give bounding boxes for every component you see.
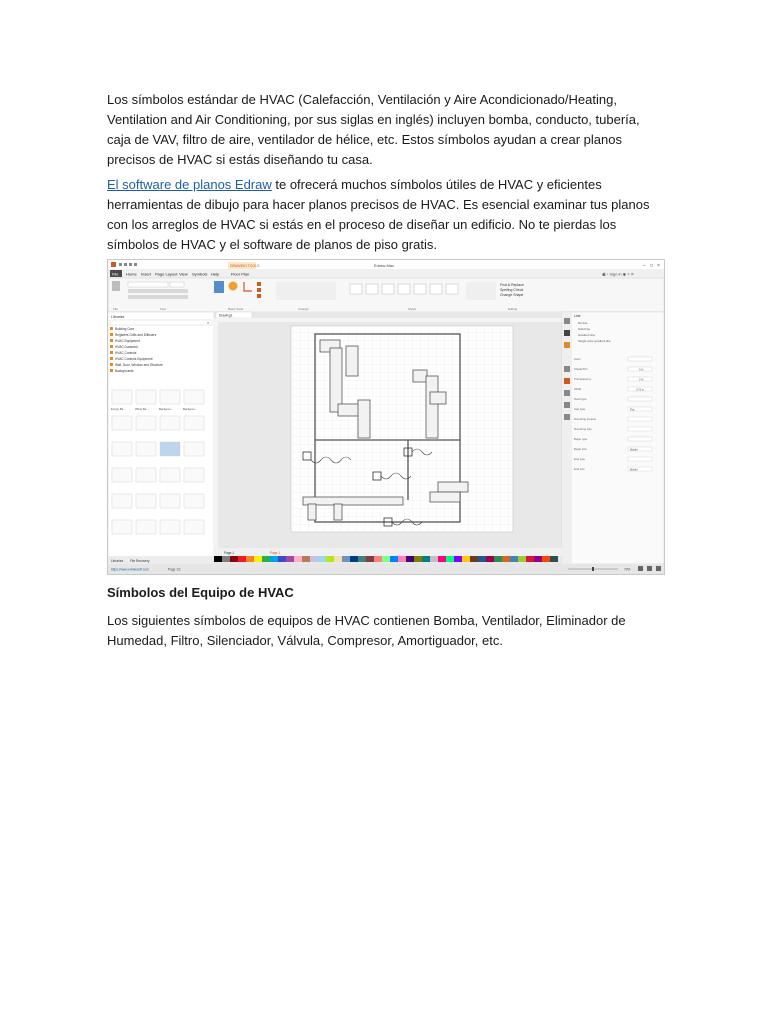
style-swatch-5[interactable]	[414, 284, 426, 294]
intro-paragraph: Los símbolos estándar de HVAC (Calefacción, Ventilación y Aire Acondicionado/Heating, Ventilation and Air Conditioning, por sus siglas en inglés) incluyen bomba, conducto, tubería, caja de VAV, filtro de aire, ventilador de hélice, etc. Estos símbolos ayudan a crear planos precisos de HVAC si estás diseñando tu casa.	[107, 92, 640, 167]
shape-thumb[interactable]	[160, 468, 180, 482]
shape-thumb[interactable]	[184, 390, 204, 404]
tab-page-layout[interactable]: Page Layout	[155, 271, 178, 277]
shape-thumb[interactable]	[112, 416, 132, 430]
page-tab-1[interactable]: Page-1	[224, 551, 235, 555]
edraw-screenshot	[107, 259, 665, 575]
style-swatch-7[interactable]	[446, 284, 458, 294]
print-icon[interactable]	[134, 263, 137, 266]
dash-select[interactable]	[628, 397, 652, 401]
group-editing-label: Editing	[508, 307, 518, 311]
library-search-input[interactable]	[110, 320, 212, 325]
shadow-icon[interactable]	[564, 342, 570, 348]
library-folder-icon	[110, 351, 113, 354]
shape-label: Backgrou...	[183, 407, 198, 411]
shape-label: White Ba...	[135, 407, 149, 411]
shape-thumb[interactable]	[160, 494, 180, 508]
shape-thumb[interactable]	[136, 468, 156, 482]
page-tab-active[interactable]: Page-1	[270, 551, 281, 555]
shape-tool-icon[interactable]	[229, 282, 238, 291]
font-format-buttons[interactable]	[128, 289, 188, 293]
prop-end-size: End size	[574, 467, 585, 471]
color-palette[interactable]	[214, 556, 558, 562]
group-file-label: File	[113, 307, 118, 311]
prop-shade-tint: Shade/Tint	[574, 367, 588, 371]
library-item-hvac-equipment[interactable]: HVAC Equipment	[115, 339, 140, 343]
vertical-ruler	[214, 318, 218, 548]
begin-size-value: Middle	[630, 448, 638, 452]
shape-label: Backgrou...	[159, 407, 174, 411]
shape-thumb-selected[interactable]	[160, 442, 180, 456]
status-url[interactable]: https://www.edrawsoft.com	[111, 567, 149, 572]
full-screen-icon[interactable]	[656, 566, 661, 571]
line-option-single-gradient[interactable]: Single color gradient line	[578, 339, 611, 343]
minimize-icon[interactable]: –	[643, 263, 646, 269]
shape-thumb[interactable]	[136, 520, 156, 534]
prop-cap-type: Cap type	[574, 407, 586, 411]
line-tool-icon[interactable]	[257, 288, 261, 292]
end-size-value: Middle	[630, 468, 638, 472]
prop-begin-size: Begin size	[574, 447, 587, 451]
prop-rounding-size: Rounding size	[574, 427, 592, 431]
library-item-building-core[interactable]: Building Core	[115, 327, 135, 331]
prop-rounding-presets: Rounding presets	[574, 417, 596, 421]
shape-thumb[interactable]	[136, 494, 156, 508]
library-folder-icon	[110, 357, 113, 360]
find-replace-button[interactable]: Find & Replace	[500, 283, 524, 287]
spelling-check-button[interactable]: Spelling Check	[500, 288, 524, 292]
tab-file[interactable]: File	[112, 271, 119, 277]
shape-thumb[interactable]	[184, 494, 204, 508]
text-icon[interactable]	[564, 366, 570, 372]
group-styles-label: Styles	[408, 307, 417, 311]
status-page: Page 1/1	[168, 567, 181, 572]
tab-insert[interactable]: Insert	[141, 271, 152, 277]
redo-icon[interactable]	[129, 263, 132, 266]
section-heading: Símbolos del Equipo de HVAC	[107, 585, 294, 600]
prop-dash-type: Dash type	[574, 397, 587, 401]
shape-thumb[interactable]	[160, 390, 180, 404]
group-basic-tools-label: Basic Tools	[228, 307, 244, 311]
tab-floor-plan[interactable]: Floor Plan	[231, 271, 250, 277]
end-type-select[interactable]	[628, 457, 652, 461]
zoom-slider-thumb[interactable]	[592, 567, 594, 571]
library-title: Libraries	[111, 315, 125, 319]
sign-in-icon[interactable]: ▣ ‹ Sign in ◉ ? ✕	[602, 271, 634, 277]
document-tab-label: Drawing1	[219, 313, 233, 318]
begin-type-select[interactable]	[628, 437, 652, 441]
software-paragraph-text: te ofrecerá muchos símbolos útiles de HVAC y eficientes herramientas de dibujo para hacer planos precisos de HVAC. Es esencial examinar tus planos con los arreglos de HVAC si estás en el proceso de diseñar un edificio. No te pierdas los símbolos de HVAC y el software de planos de piso gratis.	[107, 177, 650, 252]
tab-help[interactable]: Help	[211, 271, 220, 277]
layer-icon[interactable]	[564, 390, 570, 396]
fit-width-icon[interactable]	[647, 566, 652, 571]
shape-thumb[interactable]	[112, 520, 132, 534]
library-item-backgrounds[interactable]: Backgrounds	[115, 369, 134, 373]
style-swatch-3[interactable]	[382, 284, 394, 294]
shade-value: 0 %	[639, 368, 644, 372]
panel-title: Line	[574, 314, 581, 318]
arrange-buttons[interactable]	[276, 282, 336, 300]
edraw-software-link[interactable]: El software de planos Edraw	[107, 177, 272, 192]
style-swatch-2[interactable]	[366, 284, 378, 294]
line-option-no-line[interactable]: No line	[578, 321, 588, 325]
shape-label: Empty Ba...	[111, 407, 126, 411]
shape-thumb[interactable]	[184, 442, 204, 456]
fit-page-icon[interactable]	[638, 566, 643, 571]
group-arrange-label: Arrange	[298, 307, 309, 311]
tab-libraries[interactable]: Libraries	[111, 559, 124, 563]
help-icon[interactable]	[564, 414, 570, 420]
shape-thumb[interactable]	[160, 520, 180, 534]
page-icon[interactable]	[564, 402, 570, 408]
shape-thumb[interactable]	[112, 390, 132, 404]
library-folder-icon	[110, 363, 113, 366]
style-swatch-4[interactable]	[398, 284, 410, 294]
shape-thumb[interactable]	[184, 520, 204, 534]
prop-width: Width	[574, 387, 582, 391]
app-logo-icon	[111, 262, 116, 267]
context-tab-label: DRAWING TOOLS	[230, 264, 260, 268]
group-font-label: Font	[160, 307, 167, 311]
transparency-value: 0 %	[639, 378, 644, 382]
horizontal-ruler	[214, 318, 562, 322]
prop-begin-type: Begin type	[574, 437, 588, 441]
library-folder-icon	[110, 369, 113, 372]
library-folder-icon	[110, 333, 113, 336]
prop-end-type: End type	[574, 457, 586, 461]
search-icon[interactable]: ⌕	[207, 320, 210, 325]
font-size-select[interactable]	[170, 282, 184, 287]
change-shape-button[interactable]: Change Shape	[500, 293, 524, 297]
library-item-hvac-controls-equipment[interactable]: HVAC Controls Equipment	[115, 357, 153, 361]
library-item-registers[interactable]: Registers Grills and Diffusers	[115, 333, 157, 337]
style-swatch-6[interactable]	[430, 284, 442, 294]
new-file-icon[interactable]	[112, 281, 120, 291]
library-item-hvac-ductwork[interactable]: HVAC Ductwork	[115, 345, 138, 349]
close-icon[interactable]: ×	[657, 263, 660, 269]
shape-thumb[interactable]	[112, 468, 132, 482]
style-swatch-1[interactable]	[350, 284, 362, 294]
line-option-gradient[interactable]: Gradient line	[578, 333, 596, 337]
ribbon	[108, 278, 664, 312]
shape-thumb[interactable]	[136, 442, 156, 456]
paragraph-buttons[interactable]	[128, 295, 188, 299]
page-tab-bar	[214, 548, 562, 556]
sidebar-tabs	[108, 556, 214, 564]
panel-icon-bar	[562, 312, 572, 564]
select-tool-icon[interactable]	[214, 281, 224, 293]
tab-home[interactable]: Home	[126, 271, 137, 277]
shape-thumb[interactable]	[184, 416, 204, 430]
shape-thumb[interactable]	[112, 442, 132, 456]
width-value: 0.75 pt	[636, 388, 644, 392]
shape-thumb[interactable]	[136, 416, 156, 430]
equipment-paragraph: Los siguientes símbolos de equipos de HVAC contienen Bomba, Ventilador, Eliminador de Humedad, Filtro, Silenciador, Válvula, Compresor, Amortiguador, etc.	[107, 613, 626, 648]
shape-thumb[interactable]	[136, 390, 156, 404]
pencil-tool-icon[interactable]	[257, 294, 261, 298]
font-name-select[interactable]	[128, 282, 168, 287]
shape-thumb[interactable]	[112, 494, 132, 508]
tab-view[interactable]: View	[179, 271, 188, 277]
fill-icon[interactable]	[564, 318, 570, 324]
shape-thumb[interactable]	[184, 468, 204, 482]
line-icon[interactable]	[564, 330, 570, 336]
tab-file-recovery[interactable]: File Recovery	[130, 559, 150, 563]
software-paragraph	[107, 175, 667, 255]
cap-value: Flat	[630, 408, 635, 412]
shape-thumb[interactable]	[160, 416, 180, 430]
line-option-solid[interactable]: Solid line	[578, 327, 591, 331]
library-folder-icon	[110, 327, 113, 330]
fill-line-buttons[interactable]	[466, 282, 496, 300]
prop-transparency: Transparency	[574, 377, 591, 381]
library-folder-icon	[110, 339, 113, 342]
image-icon[interactable]	[564, 378, 570, 384]
library-item-wall-door-window[interactable]: Wall, Door, Window and Structure	[115, 363, 163, 367]
tab-symbols[interactable]: Symbols	[192, 271, 208, 277]
zoom-level: 70%	[624, 567, 631, 572]
library-folder-icon	[110, 345, 113, 348]
save-icon[interactable]	[119, 263, 122, 266]
prop-color: Color	[574, 357, 581, 361]
rounding-size-input[interactable]	[628, 427, 652, 431]
maximize-icon[interactable]: □	[650, 263, 654, 269]
color-select[interactable]	[628, 357, 652, 361]
text-tool-icon[interactable]	[257, 282, 261, 286]
window-title: Edraw Max	[374, 263, 395, 268]
rounding-presets-select[interactable]	[628, 417, 652, 421]
undo-icon[interactable]	[124, 263, 127, 266]
library-item-hvac-controls[interactable]: HVAC Controls	[115, 351, 137, 355]
